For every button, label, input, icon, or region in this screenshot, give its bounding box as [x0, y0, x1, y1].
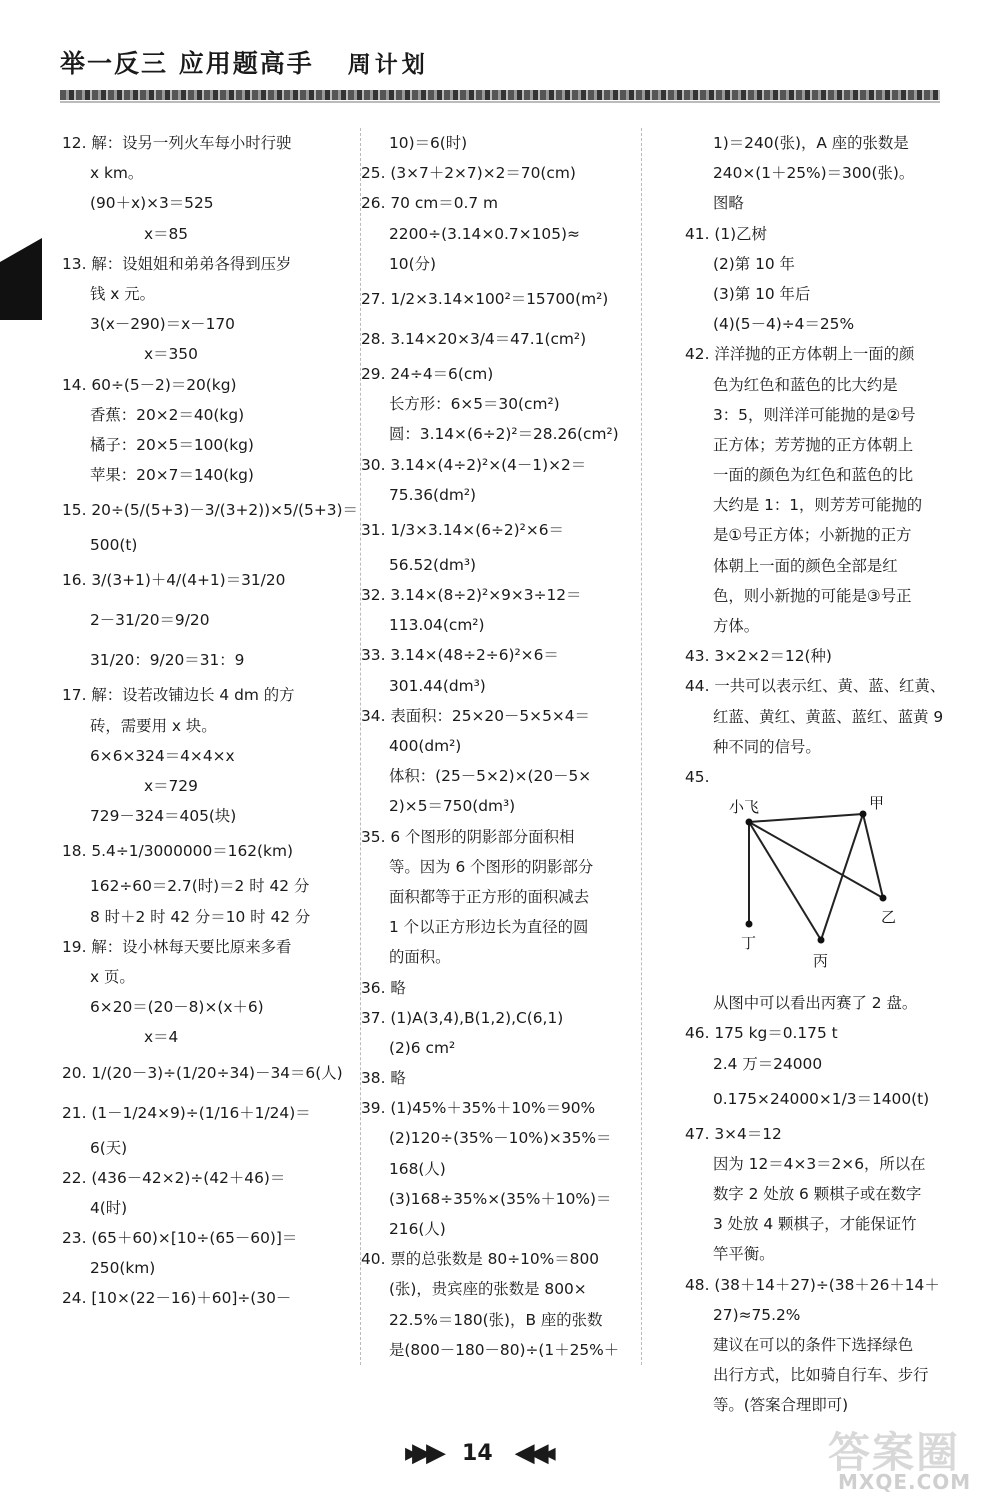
answer-line: 是①号正方体；小新抛的正方	[713, 526, 912, 545]
answer-line: (2)第 10 年	[713, 254, 795, 273]
answer-line: 13. 解：设姐姐和弟弟各得到压岁	[62, 254, 292, 273]
answer-line: 14. 60÷(5－2)＝20(kg)	[62, 375, 237, 394]
answer-line: 47. 3×4＝12	[685, 1124, 782, 1143]
edge-xiaofei-jia	[749, 814, 863, 822]
answer-line: 3(x－290)＝x－170	[90, 315, 235, 334]
answer-line: 数字 2 处放 6 颗棋子或在数字	[713, 1185, 922, 1204]
answer-line: 种不同的信号。	[713, 737, 821, 756]
answer-line: 301.44(dm³)	[389, 676, 486, 695]
answer-line: 30. 3.14×(4÷2)²×(4－1)×2＝	[361, 455, 587, 474]
answer-line: 216(人)	[389, 1220, 446, 1238]
answer-line: 31. 1/3×3.14×(6÷2)²×6＝	[361, 520, 564, 539]
page-footer	[405, 1438, 550, 1468]
answer-line: x 页。	[90, 967, 135, 986]
answer-line: 圆：3.14×(6÷2)²＝28.26(cm²)	[389, 425, 619, 444]
answer-line: 是(800－180－80)÷(1＋25%＋	[389, 1340, 620, 1359]
answer-line: (4)(5－4)÷4＝25%	[713, 315, 855, 334]
answer-line: 22.5%＝180(张)，B 座的张数	[389, 1310, 603, 1329]
answer-line: (张)，贵宾座的张数是 800×	[389, 1280, 587, 1299]
answer-column-2	[360, 128, 642, 1365]
point-yi	[880, 895, 887, 902]
answer-line: 2－31/20＝9/20	[90, 611, 210, 630]
answer-line: x＝4	[144, 1028, 179, 1047]
answer-line: 建议在可以的条件下选择绿色	[713, 1336, 914, 1354]
answer-line: 4(时)	[90, 1198, 128, 1217]
answer-line: 41. (1)乙树	[685, 224, 767, 243]
answer-line: 2.4 万＝24000	[713, 1054, 823, 1073]
answer-line: 色为红色和蓝色的比大约是	[713, 375, 898, 394]
match-diagram	[685, 792, 945, 988]
answer-line: 图略	[713, 194, 744, 213]
plan-title: 周计划	[347, 50, 429, 78]
point-bing	[818, 937, 825, 944]
answer-line: 25. (3×7＋2×7)×2＝70(cm)	[361, 164, 576, 183]
answer-line: x＝85	[144, 224, 189, 243]
match-diagram-svg	[685, 792, 945, 988]
edge-jia-yi	[863, 814, 883, 898]
answer-line: 橘子：20×5＝100(kg)	[90, 435, 254, 454]
answer-line: 长方形：6×5＝30(cm²)	[389, 395, 560, 414]
label-yi: 乙	[881, 908, 897, 927]
answer-line: 因为 12＝4×3＝2×6，所以在	[713, 1154, 926, 1173]
answer-line: 香蕉：20×2＝40(kg)	[90, 405, 245, 424]
answer-line: 37. (1)A(3,4),B(1,2),C(6,1)	[361, 1008, 564, 1027]
match-lines	[749, 814, 883, 940]
label-xiaofei: 小飞	[729, 798, 760, 817]
answer-line: 6×20＝(20－8)×(x＋6)	[90, 998, 264, 1017]
answer-line: 从图中可以看出丙赛了 2 盘。	[713, 994, 918, 1013]
watermark-logo: 答案圈	[828, 1428, 961, 1477]
right-arrows-icon: ◀◀◂	[514, 1438, 550, 1468]
answer-line: 砖，需要用 x 块。	[90, 716, 217, 735]
answer-line: 1)＝240(张)，A 座的张数是	[713, 134, 909, 152]
answer-line: 29. 24÷4＝6(cm)	[361, 364, 494, 383]
answer-line: 钱 x 元。	[90, 284, 156, 303]
page-number: 14	[462, 1440, 493, 1466]
answer-line: 10(分)	[389, 254, 436, 273]
answer-line: 16. 3/(3+1)＋4/(4+1)＝31/20	[62, 571, 286, 590]
watermark-url: MXQE.COM	[838, 1470, 972, 1494]
answer-column-3	[685, 128, 950, 1421]
answer-line: 2)×5＝750(dm³)	[389, 797, 516, 816]
answer-line: x km。	[90, 164, 144, 183]
answer-line: 19. 解：设小林每天要比原来多看	[62, 937, 292, 956]
point-jia	[860, 811, 867, 818]
label-jia: 甲	[869, 794, 885, 813]
answer-line: 竿平衡。	[713, 1245, 775, 1264]
edge-jia-bing	[821, 814, 863, 940]
answer-line: (3)第 10 年后	[713, 284, 811, 303]
answer-line: 23. (65＋60)×[10÷(65－60)]＝	[62, 1229, 298, 1248]
answer-line: 24. [10×(22－16)＋60]÷(30－	[62, 1289, 292, 1308]
answer-line: 31/20：9/20＝31：9	[90, 651, 245, 670]
answer-line: 42. 洋洋抛的正方体朝上一面的颜	[685, 345, 915, 364]
answer-line: 3：5，则洋洋可能抛的是②号	[713, 405, 916, 424]
answer-line: 一面的颜色为红色和蓝色的比	[713, 466, 914, 485]
answer-line: 27. 1/2×3.14×100²＝15700(m²)	[361, 289, 609, 308]
answer-line: 48. (38＋14＋27)÷(38＋26＋14＋	[685, 1275, 940, 1294]
answer-line: 8 时＋2 时 42 分＝10 时 42 分	[90, 907, 311, 926]
series-title: 举一反三 应用题高手	[60, 49, 314, 78]
answer-line: 面积都等于正方形的面积减去	[389, 887, 590, 906]
answer-line: 36. 略	[361, 978, 406, 997]
edge-tab-marker	[0, 238, 42, 320]
answer-line: 27)≈75.2%	[713, 1305, 801, 1324]
answer-line: x＝729	[144, 777, 198, 795]
left-arrows-icon: ▸▶▶	[405, 1438, 441, 1468]
answer-line: 20. 1/(20－3)÷(1/20÷34)－34＝6(人)	[62, 1063, 343, 1082]
label-bing: 丙	[813, 952, 829, 971]
answer-line: 46. 175 kg＝0.175 t	[685, 1024, 838, 1043]
answer-line: 0.175×24000×1/3＝1400(t)	[713, 1089, 930, 1108]
answer-line: 大约是 1：1，则芳芳可能抛的	[713, 496, 923, 515]
answer-line: 方体。	[713, 617, 760, 635]
answer-line: (2)6 cm²	[389, 1038, 456, 1057]
answer-line: 56.52(dm³)	[389, 555, 477, 574]
answer-line: 113.04(cm²)	[389, 616, 485, 635]
answer-line: 红蓝、黄红、黄蓝、蓝红、蓝黄 9	[713, 707, 944, 726]
answer-line: 500(t)	[90, 536, 138, 555]
answer-line: 的面积。	[389, 948, 451, 967]
answer-line: 34. 表面积：25×20－5×5×4＝	[361, 706, 590, 725]
answer-line: 体朝上一面的颜色全部是红	[713, 556, 898, 575]
answer-line: 22. (436－42×2)÷(42＋46)＝	[62, 1168, 286, 1187]
answer-line: x＝350	[144, 345, 198, 364]
answer-line: 44. 一共可以表示红、黄、蓝、红黄、	[685, 677, 946, 696]
point-ding	[746, 921, 753, 928]
answer-line: 体积：(25－5×2)×(20－5×	[389, 767, 592, 786]
answer-line: 21. (1－1/24×9)÷(1/16＋1/24)＝	[62, 1103, 311, 1122]
answer-line: 38. 略	[361, 1069, 406, 1088]
answer-line: 3 处放 4 颗棋子，才能保证竹	[713, 1215, 917, 1234]
answer-line: 等。(答案合理即可)	[713, 1396, 849, 1415]
answer-line: 28. 3.14×20×3/4＝47.1(cm²)	[361, 329, 587, 348]
answer-line: 等。因为 6 个图形的阴影部分	[389, 857, 594, 876]
answer-line: 75.36(dm²)	[389, 485, 477, 504]
answer-line: 色，则小新抛的可能是③号正	[713, 586, 912, 605]
answer-line: 729－324＝405(块)	[90, 807, 237, 826]
answer-line: 40. 票的总张数是 80÷10%＝800	[361, 1250, 600, 1269]
answer-line: 17. 解：设若改铺边长 4 dm 的方	[62, 686, 295, 705]
answer-line: 苹果：20×7＝140(kg)	[90, 466, 254, 485]
answer-line: 出行方式，比如骑自行车、步行	[713, 1366, 929, 1385]
answer-line: 43. 3×2×2＝12(种)	[685, 647, 832, 666]
answer-line: (2)120÷(35%－10%)×35%＝	[389, 1129, 612, 1148]
answer-line: 39. (1)45%＋35%＋10%＝90%	[361, 1099, 596, 1118]
page-header	[60, 42, 429, 82]
answer-line: 6(天)	[90, 1138, 128, 1157]
header-rule	[60, 90, 940, 100]
answer-line: 26. 70 cm＝0.7 m	[361, 194, 499, 213]
answer-line: 400(dm²)	[389, 737, 462, 755]
answer-line: 1 个以正方形边长为直径的圆	[389, 918, 589, 937]
answer-column-1	[62, 128, 358, 1314]
answer-line: 32. 3.14×(8÷2)²×9×3÷12＝	[361, 586, 582, 605]
answer-line: 33. 3.14×(48÷2÷6)²×6＝	[361, 646, 559, 665]
answer-line: 15. 20÷(5/(5+3)－3/(3+2))×5/(5+3)＝	[62, 501, 358, 520]
match-points	[746, 811, 887, 944]
answer-line: 45.	[685, 767, 710, 786]
answer-line: 12. 解：设另一列火车每小时行驶	[62, 134, 292, 152]
answer-line: 6×6×324＝4×4×x	[90, 746, 235, 765]
edge-xiaofei-bing	[749, 822, 821, 940]
answer-line: 162÷60＝2.7(时)＝2 时 42 分	[90, 877, 310, 896]
answer-line: 250(km)	[90, 1259, 156, 1278]
answer-line: 240×(1＋25%)＝300(张)。	[713, 164, 915, 183]
answer-line: 10)＝6(时)	[389, 134, 468, 152]
answer-line: 2200÷(3.14×0.7×105)≈	[389, 224, 580, 243]
edge-xiaofei-yi	[749, 822, 883, 898]
answer-line: 168(人)	[389, 1159, 446, 1178]
point-xiaofei	[746, 819, 753, 826]
answer-line: 35. 6 个图形的阴影部分面积相	[361, 827, 575, 846]
answer-line: 正方体；芳芳抛的正方体朝上	[713, 435, 914, 454]
answer-line: (3)168÷35%×(35%＋10%)＝	[389, 1189, 612, 1208]
answer-line: (90＋x)×3＝525	[90, 194, 214, 213]
header-rule-thin	[60, 101, 940, 103]
answer-line: 18. 5.4÷1/3000000＝162(km)	[62, 842, 293, 861]
label-ding: 丁	[741, 934, 757, 953]
